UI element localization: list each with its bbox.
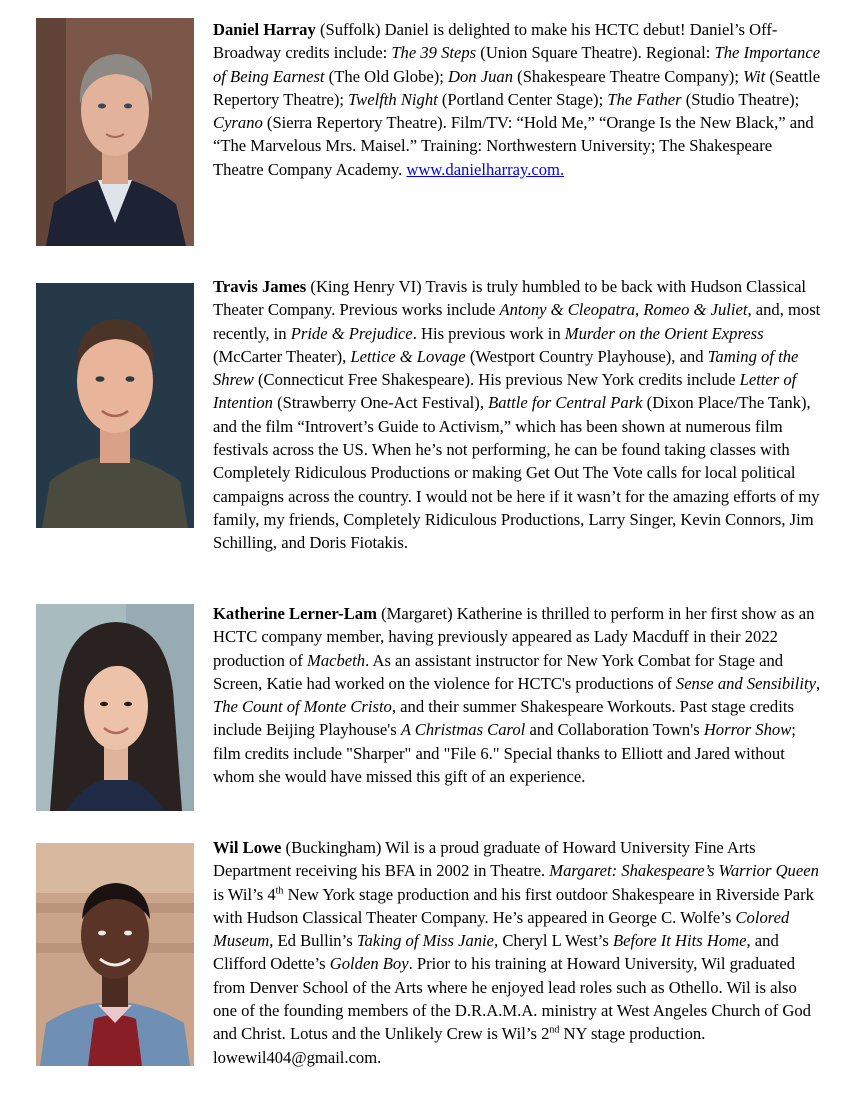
actor-name: Wil Lowe: [213, 838, 282, 857]
bio-text: NY stage production. lowewil404@gmail.com.: [213, 1024, 706, 1067]
actor-name: Daniel Harray: [213, 20, 316, 39]
production-title: Macbeth: [307, 650, 366, 670]
production-title: Antony & Cleopatra: [499, 300, 636, 320]
production-title: Before It Hits Home: [613, 931, 747, 951]
actor-role: (Buckingham): [285, 838, 382, 857]
bio-text: ,: [635, 300, 644, 320]
production-title: Wit: [743, 66, 766, 86]
bio-text: (Westport Country Playhouse), and: [465, 346, 708, 366]
actor-name: Travis James: [213, 277, 307, 296]
production-title: A Christmas Carol: [400, 720, 526, 740]
bio-text: , and their summer Shakespeare Workouts. Past stage credits include Beijing Playhouse's: [213, 697, 794, 740]
production-title: The Father: [607, 89, 682, 109]
bio-text: New York stage production and his first outdoor Shakespeare in Riverside Park with Hudson Classical Theater Company. He’s appeared in George C. Wolfe’s: [213, 884, 814, 927]
bio-text: (McCarter Theater),: [213, 346, 351, 366]
bio-text: (Portland Center Stage);: [437, 89, 608, 109]
ordinal-suffix: nd: [549, 1024, 560, 1036]
bio-text: is Wil’s 4: [213, 884, 276, 904]
ordinal-suffix: th: [275, 885, 284, 897]
production-title: Romeo & Juliet: [643, 300, 748, 320]
production-title: Taking of Miss Janie,: [356, 931, 499, 951]
production-title: Cyrano: [213, 113, 263, 133]
bio-text: . His previous work in: [412, 323, 565, 343]
bio-text: Travis is truly humbled to be back with Hudson Classical Theater Company. Previous works include: [213, 277, 807, 320]
actor-role: (Suffolk): [319, 20, 381, 39]
headshot-travis-james: [36, 283, 194, 528]
bio-text: , and Clifford Odette’s: [213, 931, 779, 974]
bio-text: (Connecticut Free Shakespeare). His previous New York credits include: [253, 370, 740, 390]
bio-text: , and, most recently, in: [213, 300, 821, 343]
production-title: The Count of Monte Cristo: [213, 697, 392, 717]
bio-text: and Collaboration Town's: [525, 720, 704, 740]
production-title: Colored Museum,: [213, 907, 790, 951]
production-title: Sense and Sensibility: [675, 673, 816, 693]
production-title: Lettice & Lovage: [350, 346, 466, 366]
bio-text: ; film credits include "Sharper" and "File 6." Special thanks to Elliott and Jared without whom she would have missed this gift of an experience.: [213, 720, 796, 787]
bio-travis-james: [213, 275, 823, 555]
production-title: Pride & Prejudice: [290, 323, 413, 343]
production-title: Battle for Central Park: [488, 393, 643, 413]
production-title: Margaret: Shakespeare’s Warrior Queen: [549, 861, 819, 881]
production-title: The 39 Steps: [391, 43, 477, 63]
headshot-wil-lowe: [36, 843, 194, 1066]
production-title: Letter of Intention: [213, 370, 797, 413]
headshot-daniel-harray: [36, 18, 194, 246]
production-title: Twelfth Night: [348, 89, 438, 109]
website-link[interactable]: www.danielharray.com.: [406, 159, 565, 179]
bio-wil-lowe: [213, 836, 823, 1069]
bio-text: (Strawberry One-Act Festival),: [272, 393, 489, 413]
bio-text: (Studio Theatre);: [681, 89, 800, 109]
bio-daniel-harray: [213, 18, 823, 181]
production-title: Don Juan: [448, 66, 514, 86]
actor-role: (Margaret): [381, 604, 453, 623]
bio-text: . As an assistant instructor for New York Combat for Stage and Screen, Katie had worked on the violence for HCTC's productions of: [213, 650, 784, 693]
bio-text: (The Old Globe);: [324, 66, 449, 86]
bio-text: Daniel is delighted to make his HCTC debut! Daniel’s Off-Broadway credits include:: [213, 20, 778, 63]
production-title: The Importance of Being Earnest: [213, 43, 821, 86]
bio-text: Cheryl L West’s: [498, 931, 613, 951]
headshot-katherine-lerner-lam: [36, 604, 194, 811]
production-title: Golden Boy: [329, 954, 409, 974]
bio-text: Katherine is thrilled to perform in her first show as an HCTC company member, having previously appeared as Lady Macduff in their 2022 production of: [213, 604, 815, 670]
bio-text: Wil is a proud graduate of Howard University Fine Arts Department receiving his BFA in 2002 in Theatre.: [213, 838, 756, 881]
bio-katherine-lerner-lam: [213, 602, 823, 788]
bio-text: Ed Bullin’s: [273, 931, 357, 951]
actor-name: Katherine Lerner-Lam: [213, 604, 377, 623]
production-title: Taming of the Shrew: [213, 346, 799, 390]
bio-text: (Shakespeare Theatre Company);: [513, 66, 744, 86]
bio-text: (Dixon Place/The Tank), and the film “Introvert’s Guide to Activism,” which has been shown at numerous film festivals across the US. When he’s not performing, he can be found taking classes with Completely Ridiculous Productions or making Get Out The Vote calls for local political campaigns across the country. I would not be here if it wasn’t for the amazing efforts of my family, my friends, Completely Ridiculous Productions, Larry Singer, Kevin Connors, Jim Schilling, and Doris Fiotakis.: [213, 393, 820, 553]
bio-text: (Sierra Repertory Theatre). Film/TV: “Hold Me,” “Orange Is the New Black,” and “The Marvelous Mrs. Maisel.” Training: Northwestern University; The Shakespeare Theatre Company Academy.: [213, 113, 814, 179]
bio-text: (Seattle Repertory Theatre);: [213, 66, 821, 109]
actor-role: (King Henry VI): [310, 277, 422, 296]
bio-text: . Prior to his training at Howard University, Wil graduated from Denver School of the Arts where he enjoyed lead roles such as Othello. Wil is also one of the founding members of the D.R.A.M.A. ministry at West Angeles Church of God and Christ. Lotus and the Unlikely Crew is Wil’s 2: [213, 954, 811, 1044]
production-title: Murder on the Orient Express: [564, 323, 764, 343]
bio-text: ,: [816, 673, 821, 693]
bio-text: (Union Square Theatre). Regional:: [476, 43, 715, 63]
production-title: Horror Show: [703, 720, 792, 740]
